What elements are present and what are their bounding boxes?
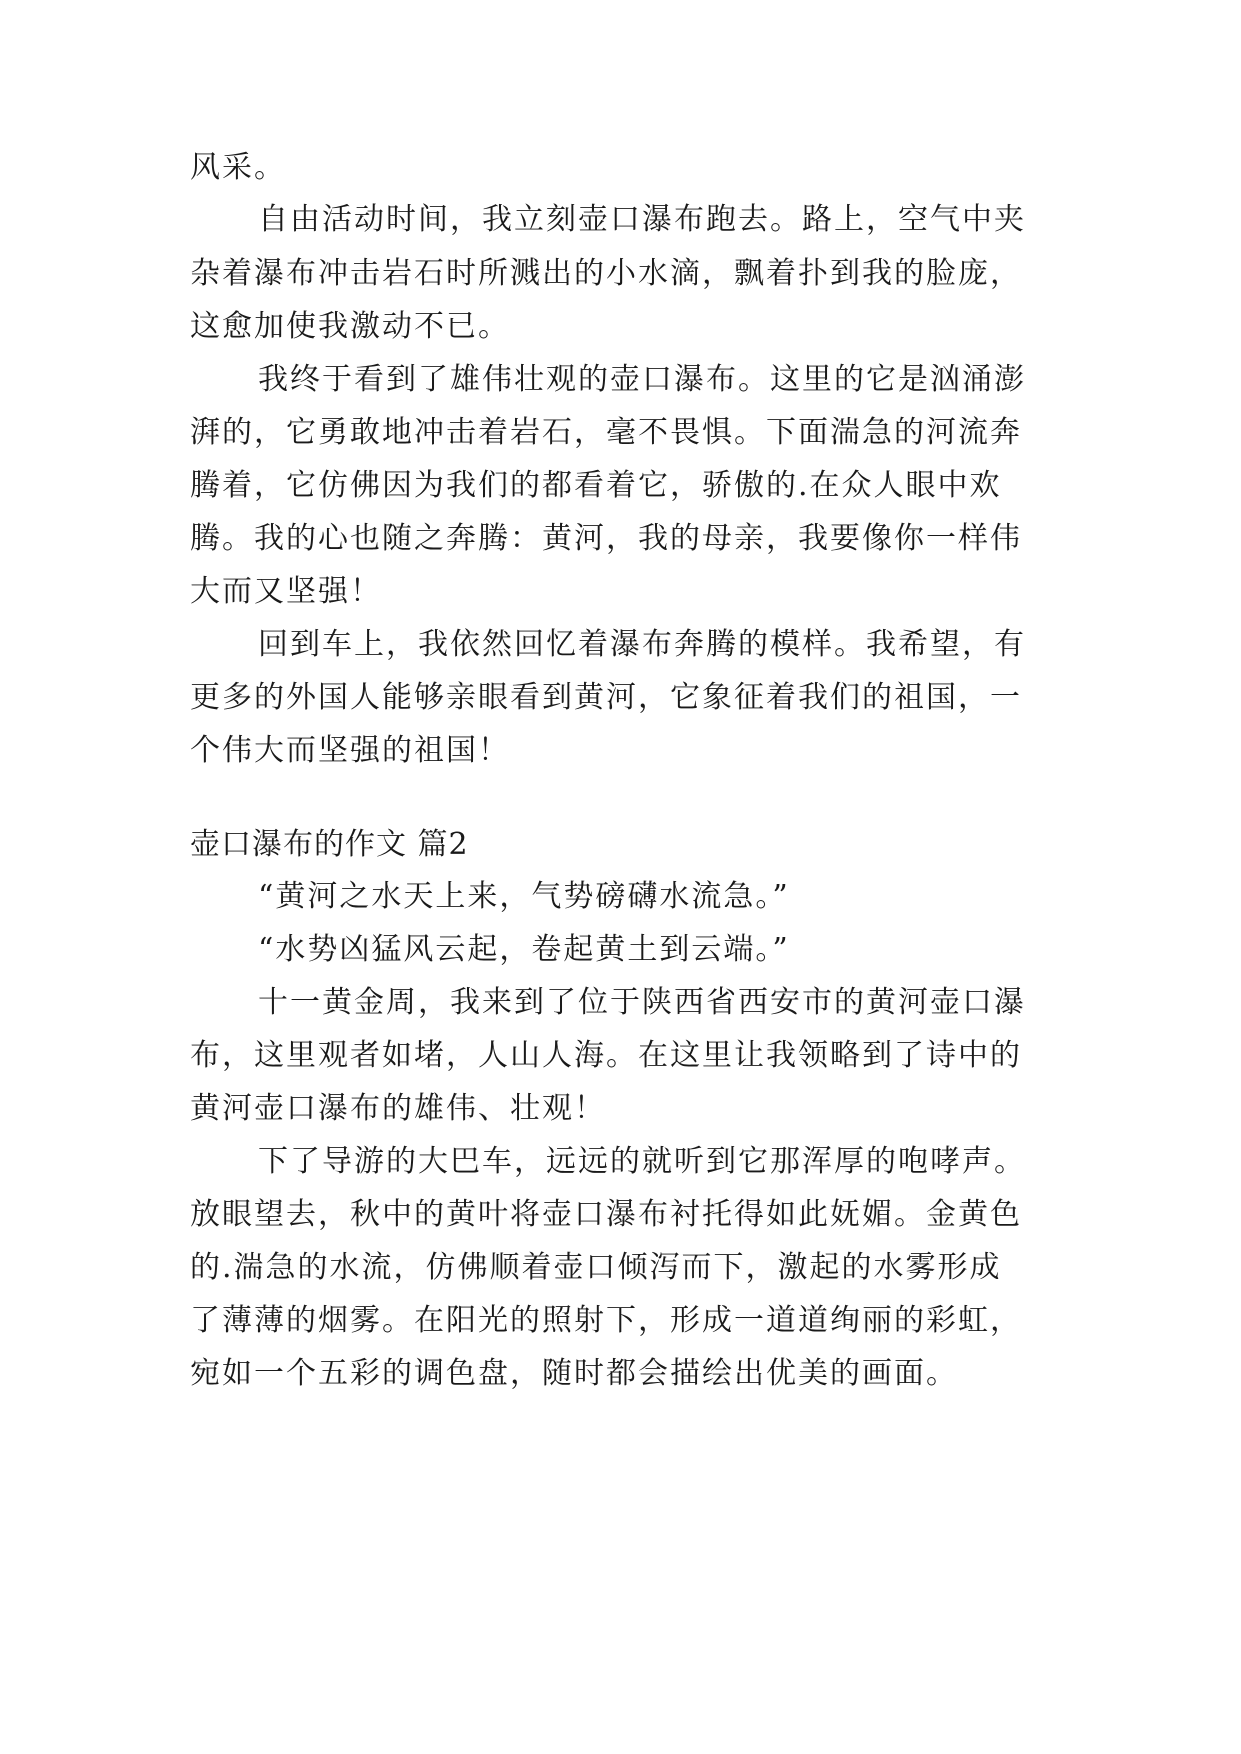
text-line: 个伟大而坚强的祖国！ (190, 733, 510, 768)
text-line: 这愈加使我激动不已。 (190, 309, 510, 344)
paragraph-first-line: 下了导游的大巴车，远远的就听到它那浑厚的咆哮声。 (258, 1144, 1026, 1179)
text-line: 黄河壶口瀑布的雄伟、壮观！ (190, 1091, 606, 1126)
text-line: 布，这里观者如堵，人山人海。在这里让我领略到了诗中的 (190, 1038, 1022, 1073)
text-line: 了薄薄的烟雾。在阳光的照射下，形成一道道绚丽的彩虹， (190, 1303, 1022, 1338)
text-line: 腾。我的心也随之奔腾：黄河，我的母亲，我要像你一样伟 (190, 521, 1022, 556)
text-line: 宛如一个五彩的调色盘，随时都会描绘出优美的画面。 (190, 1356, 958, 1391)
text-line: 风采。 (190, 150, 286, 185)
quote-line: “黄河之水天上来，气势磅礴水流急。” (258, 879, 790, 914)
text-line: 腾着，它仿佛因为我们的都看着它，骄傲的.在众人眼中欢 (190, 468, 1002, 503)
quote-line: “水势凶猛风云起，卷起黄土到云端。” (258, 932, 790, 967)
text-line: 放眼望去，秋中的黄叶将壶口瀑布衬托得如此妩媚。金黄色 (190, 1197, 1022, 1232)
paragraph-first-line: 自由活动时间，我立刻壶口瀑布跑去。路上，空气中夹 (258, 202, 1026, 237)
text-line: 湃的，它勇敢地冲击着岩石，毫不畏惧。下面湍急的河流奔 (190, 415, 1022, 450)
paragraph-first-line: 我终于看到了雄伟壮观的壶口瀑布。这里的它是汹涌澎 (258, 362, 1026, 397)
paragraph-first-line: 回到车上，我依然回忆着瀑布奔腾的模样。我希望，有 (258, 627, 1026, 662)
text-line: 的.湍急的水流，仿佛顺着壶口倾泻而下，激起的水雾形成 (190, 1250, 1002, 1285)
text-line: 杂着瀑布冲击岩石时所溅出的小水滴，飘着扑到我的脸庞， (190, 256, 1022, 291)
text-line: 更多的外国人能够亲眼看到黄河，它象征着我们的祖国，一 (190, 680, 1022, 715)
paragraph-first-line: 十一黄金周，我来到了位于陕西省西安市的黄河壶口瀑 (258, 985, 1026, 1020)
section-heading: 壶口瀑布的作文 篇2 (190, 827, 469, 862)
text-line: 大而又坚强！ (190, 574, 382, 609)
